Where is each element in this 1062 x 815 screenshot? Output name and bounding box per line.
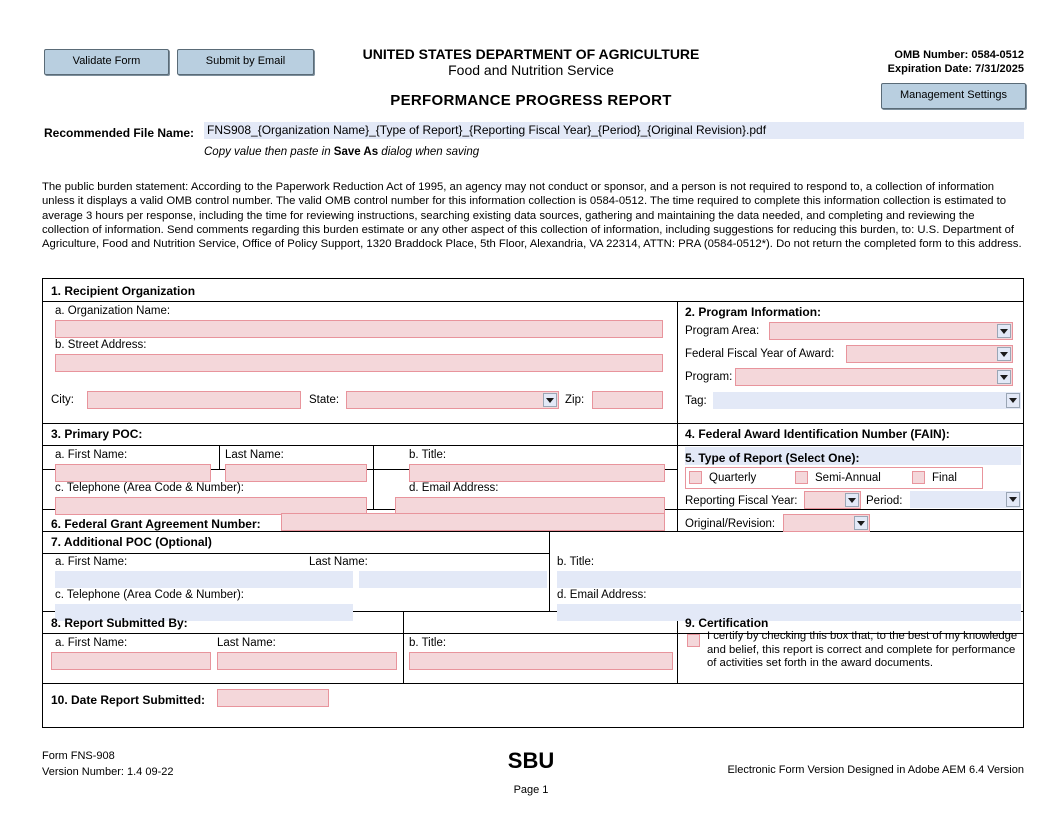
zip-input[interactable]	[592, 391, 663, 409]
primary-poc-phone-label: c. Telephone (Area Code & Number):	[55, 482, 244, 494]
additional-poc-phone-label: c. Telephone (Area Code & Number):	[55, 589, 244, 601]
federal-fiscal-year-label: Federal Fiscal Year of Award:	[685, 348, 835, 360]
divider	[677, 301, 678, 423]
page-number: Page 1	[513, 784, 549, 796]
recommended-file-name-value[interactable]: FNS908_{Organization Name}_{Type of Report}_{Reporting Fiscal Year}_{Period}_{Original Revision}.pdf	[204, 122, 1024, 139]
chevron-down-icon[interactable]	[543, 393, 557, 407]
primary-poc-first-name-label: a. First Name:	[55, 449, 128, 461]
organization-name-label: a. Organization Name:	[55, 305, 171, 317]
semi-annual-checkbox[interactable]	[795, 471, 808, 484]
version-number: Version Number: 1.4 09-22	[42, 766, 174, 778]
section-5-title: 5. Type of Report (Select One):	[685, 451, 860, 465]
period-select[interactable]	[910, 491, 1021, 508]
state-select[interactable]	[346, 391, 559, 409]
program-select[interactable]	[735, 368, 1013, 386]
section-10-title: 10. Date Report Submitted:	[51, 693, 206, 707]
additional-poc-email-input[interactable]	[557, 604, 1021, 621]
recommended-file-name-label: Recommended File Name:	[44, 126, 195, 140]
quarterly-label: Quarterly	[709, 472, 757, 484]
public-burden-statement: The public burden statement: According to the Paperwork Reduction Act of 1995, an agency may not conduct or sponsor, and a person is not required to respond to, a collection of information unless it displays a valid OMB control number. The valid OMB control number for this information collection is 0584-0512. The time required to complete this information collection is estimated to average 3 hours per response, including the time for reviewing instructions, searching existing data sources, gathering and maintaining the data needed, and completing and reviewing the collection of information. Send comments regarding this burden estimate or any other aspect of this collection of information, including suggestions for reducing this burden, to: U.S. Department of Agriculture, Food and Nutrition Service, Office of Policy Support, 1320 Braddock Place, 5th Floor, Alexandria, VA 22314, ATTN: PRA (0584-0512*). Do not return the completed form to this address.	[42, 181, 1022, 251]
zip-label: Zip:	[565, 394, 585, 406]
city-label: City:	[51, 394, 74, 406]
reporting-fiscal-year-label: Reporting Fiscal Year:	[685, 495, 798, 507]
additional-poc-first-name-input[interactable]	[55, 571, 353, 588]
street-address-input[interactable]	[55, 354, 663, 372]
submit-by-email-button[interactable]: Submit by Email	[177, 49, 314, 75]
section-6-title: 6. Federal Grant Agreement Number:	[51, 517, 261, 531]
section-2-title: 2. Program Information:	[685, 305, 822, 319]
tag-label: Tag:	[685, 395, 707, 407]
chevron-down-icon[interactable]	[845, 493, 859, 507]
semi-annual-label: Semi-Annual	[815, 472, 881, 484]
additional-poc-email-label: d. Email Address:	[557, 589, 647, 601]
divider	[677, 445, 1023, 446]
organization-name-input[interactable]	[55, 320, 663, 338]
submitted-by-last-name-label: Last Name:	[217, 637, 276, 649]
section-3-title: 3. Primary POC:	[51, 427, 143, 441]
tag-select[interactable]	[713, 392, 1021, 409]
section-9-title: 9. Certification	[685, 616, 769, 630]
submitted-by-title-label: b. Title:	[409, 637, 447, 649]
program-area-select[interactable]	[769, 322, 1013, 340]
section-1-title: 1. Recipient Organization	[51, 284, 196, 298]
primary-poc-last-name-input[interactable]	[225, 464, 367, 482]
certification-text: I certify by checking this box that, to the best of my knowledge and belief, this report is correct and complete for performance of activities set forth in the award documents.	[707, 630, 1018, 669]
divider	[43, 683, 1023, 684]
primary-poc-email-label: d. Email Address:	[409, 482, 499, 494]
program-area-label: Program Area:	[685, 325, 760, 337]
additional-poc-title-label: b. Title:	[557, 556, 595, 568]
date-report-submitted-input[interactable]	[217, 689, 329, 707]
final-label: Final	[932, 472, 957, 484]
submitted-by-last-name-input[interactable]	[217, 652, 397, 670]
divider	[373, 469, 374, 509]
page-title: PERFORMANCE PROGRESS REPORT	[390, 92, 672, 109]
divider	[43, 423, 1023, 424]
program-label: Program:	[685, 371, 733, 383]
agency-name-line2: Food and Nutrition Service	[448, 62, 614, 78]
federal-fiscal-year-select[interactable]	[846, 345, 1013, 363]
section-4-title: 4. Federal Award Identification Number (FAIN):	[685, 427, 950, 441]
copy-note-pre: Copy value then paste in	[204, 146, 334, 158]
copy-note-post: dialog when saving	[378, 146, 480, 158]
city-input[interactable]	[87, 391, 301, 409]
submitted-by-first-name-input[interactable]	[51, 652, 211, 670]
chevron-down-icon[interactable]	[997, 324, 1011, 338]
divider	[677, 423, 678, 531]
original-revision-select[interactable]	[783, 514, 870, 532]
submitted-by-first-name-label: a. First Name:	[55, 637, 128, 649]
validate-form-button[interactable]: Validate Form	[44, 49, 169, 75]
certification-checkbox[interactable]	[687, 634, 700, 647]
section-7-title: 7. Additional POC (Optional)	[51, 535, 212, 549]
section-8-title: 8. Report Submitted By:	[51, 616, 188, 630]
divider	[43, 531, 1023, 532]
final-checkbox[interactable]	[912, 471, 925, 484]
divider	[677, 611, 678, 683]
primary-poc-title-input[interactable]	[409, 464, 665, 482]
primary-poc-first-name-input[interactable]	[55, 464, 211, 482]
primary-poc-title-label: b. Title:	[409, 449, 447, 461]
additional-poc-first-name-label: a. First Name:	[55, 556, 128, 568]
divider	[43, 301, 1023, 302]
omb-number: OMB Number: 0584-0512	[894, 49, 1024, 61]
designed-note: Electronic Form Version Designed in Adobe AEM 6.4 Version	[727, 764, 1024, 776]
omb-expiration: Expiration Date: 7/31/2025	[887, 63, 1024, 75]
divider	[43, 553, 549, 554]
divider	[403, 611, 404, 683]
primary-poc-last-name-label: Last Name:	[225, 449, 284, 461]
chevron-down-icon[interactable]	[854, 516, 868, 530]
chevron-down-icon[interactable]	[997, 347, 1011, 361]
reporting-fiscal-year-select[interactable]	[804, 491, 861, 509]
submitted-by-title-input[interactable]	[409, 652, 673, 670]
federal-grant-agreement-number-input[interactable]	[281, 513, 665, 531]
street-address-label: b. Street Address:	[55, 339, 147, 351]
chevron-down-icon[interactable]	[997, 370, 1011, 384]
management-settings-button[interactable]: Management Settings	[881, 83, 1026, 109]
agency-name-line1: UNITED STATES DEPARTMENT OF AGRICULTURE	[362, 46, 700, 62]
omb-info	[888, 48, 1024, 76]
original-revision-label: Original/Revision:	[685, 518, 776, 530]
additional-poc-title-input[interactable]	[557, 571, 1021, 588]
period-label: Period:	[866, 495, 903, 507]
chevron-down-icon[interactable]	[1006, 492, 1020, 507]
form-body	[42, 278, 1024, 728]
additional-poc-last-name-label: Last Name:	[309, 556, 368, 568]
divider	[373, 445, 374, 469]
copy-paste-note	[204, 146, 479, 158]
quarterly-checkbox[interactable]	[689, 471, 702, 484]
additional-poc-last-name-input[interactable]	[359, 571, 547, 588]
divider	[549, 531, 550, 611]
divider	[219, 445, 220, 469]
copy-note-bold: Save As	[333, 146, 379, 158]
chevron-down-icon[interactable]	[1006, 393, 1020, 408]
sbu-marking: SBU	[507, 748, 555, 773]
state-label: State:	[309, 394, 340, 406]
form-id: Form FNS-908	[42, 750, 115, 762]
